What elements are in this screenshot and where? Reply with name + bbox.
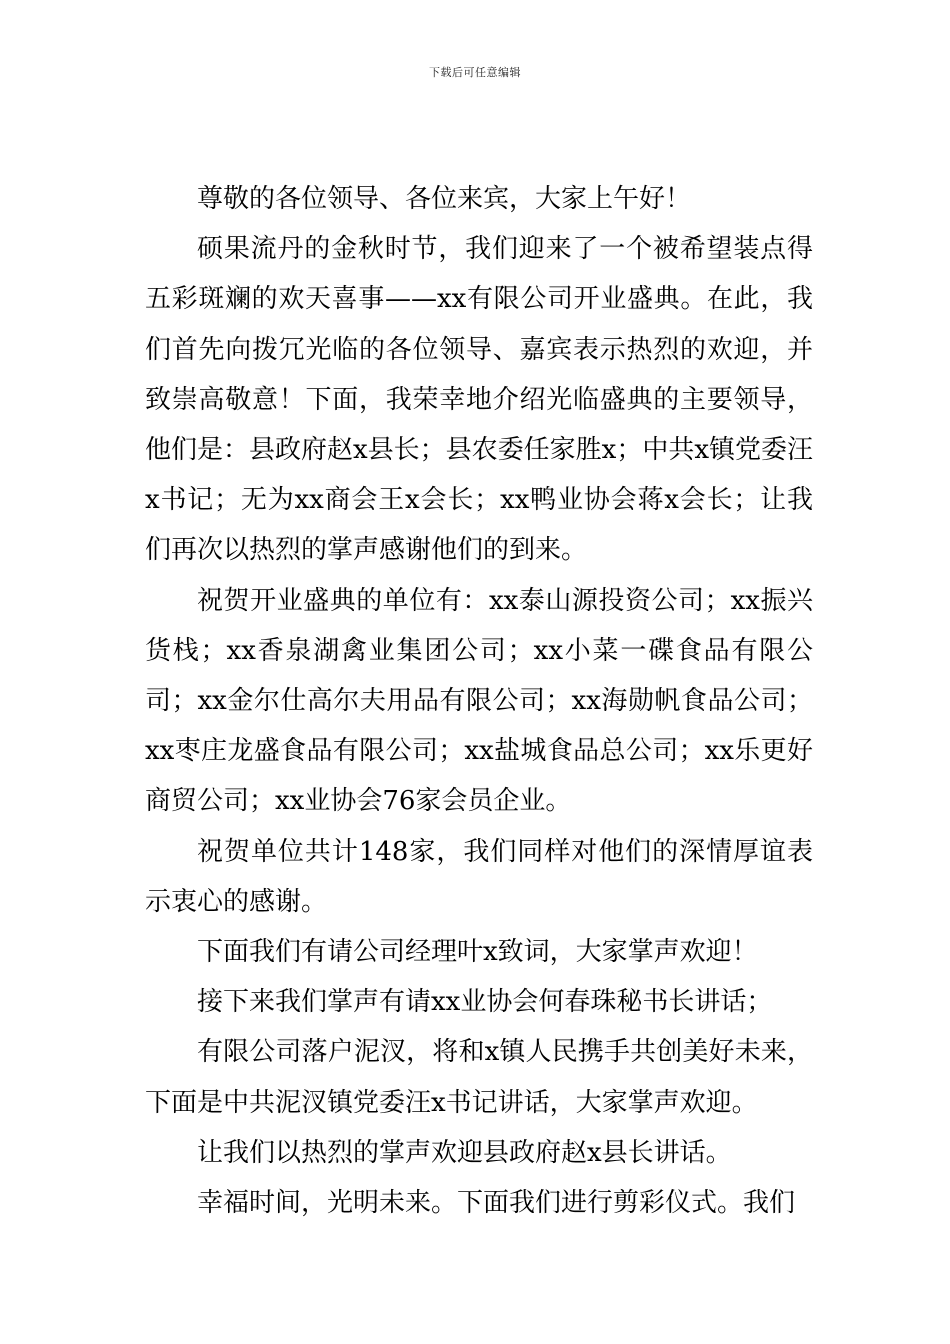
paragraph-greeting: 尊敬的各位领导、各位来宾，大家上午好！ [197,184,692,214]
page-header-note: 下载后可任意编辑 [429,66,521,79]
paragraph-association-speech: 接下来我们掌声有请xx业协会何春珠秘书长讲话； [197,987,773,1018]
document-body [145,174,813,1228]
paragraph-manager-speech: 下面我们有请公司经理叶x致词，大家掌声欢迎！ [197,937,758,968]
paragraph-congratulating-units: 祝贺开业盛典的单位有：xx泰山源投资公司；xx振兴货栈；xx香泉湖禽业集团公司；xx小菜一碟食品有限公司；xx金尔仕高尔夫用品有限公司；xx海勋帆食品公司；xx枣庄龙盛食品有限公司；xx盐城食品总公司；xx乐更好商贸公司；xx业协会76家会员企业。 [145,585,813,817]
paragraph-county-head-speech: 让我们以热烈的掌声欢迎县政府赵x县长讲话。 [197,1137,732,1168]
paragraph-party-secretary-speech: 有限公司落户泥汊，将和x镇人民携手共创美好未来，下面是中共泥汊镇党委汪x书记讲话，大家掌声欢迎。 [145,1037,813,1118]
paragraph-ribbon-cutting: 幸福时间，光明未来。下面我们进行剪彩仪式。我们 [197,1188,796,1219]
paragraph-thanks: 祝贺单位共计148家，我们同样对他们的深情厚谊表示衷心的感谢。 [145,836,813,917]
paragraph-opening: 硕果流丹的金秋时节，我们迎来了一个被希望装点得五彩斑斓的欢天喜事——xx有限公司开业盛典。在此，我们首先向拨冗光临的各位领导、嘉宾表示热烈的欢迎，并致崇高敬意！下面，我荣幸地介绍光临盛典的主要领导，他们是：县政府赵x县长；县农委任家胜x；中共x镇党委汪x书记；无为xx商会王x会长；xx鸭业协会蒋x会长；让我们再次以热烈的掌声感谢他们的到来。 [145,234,813,566]
